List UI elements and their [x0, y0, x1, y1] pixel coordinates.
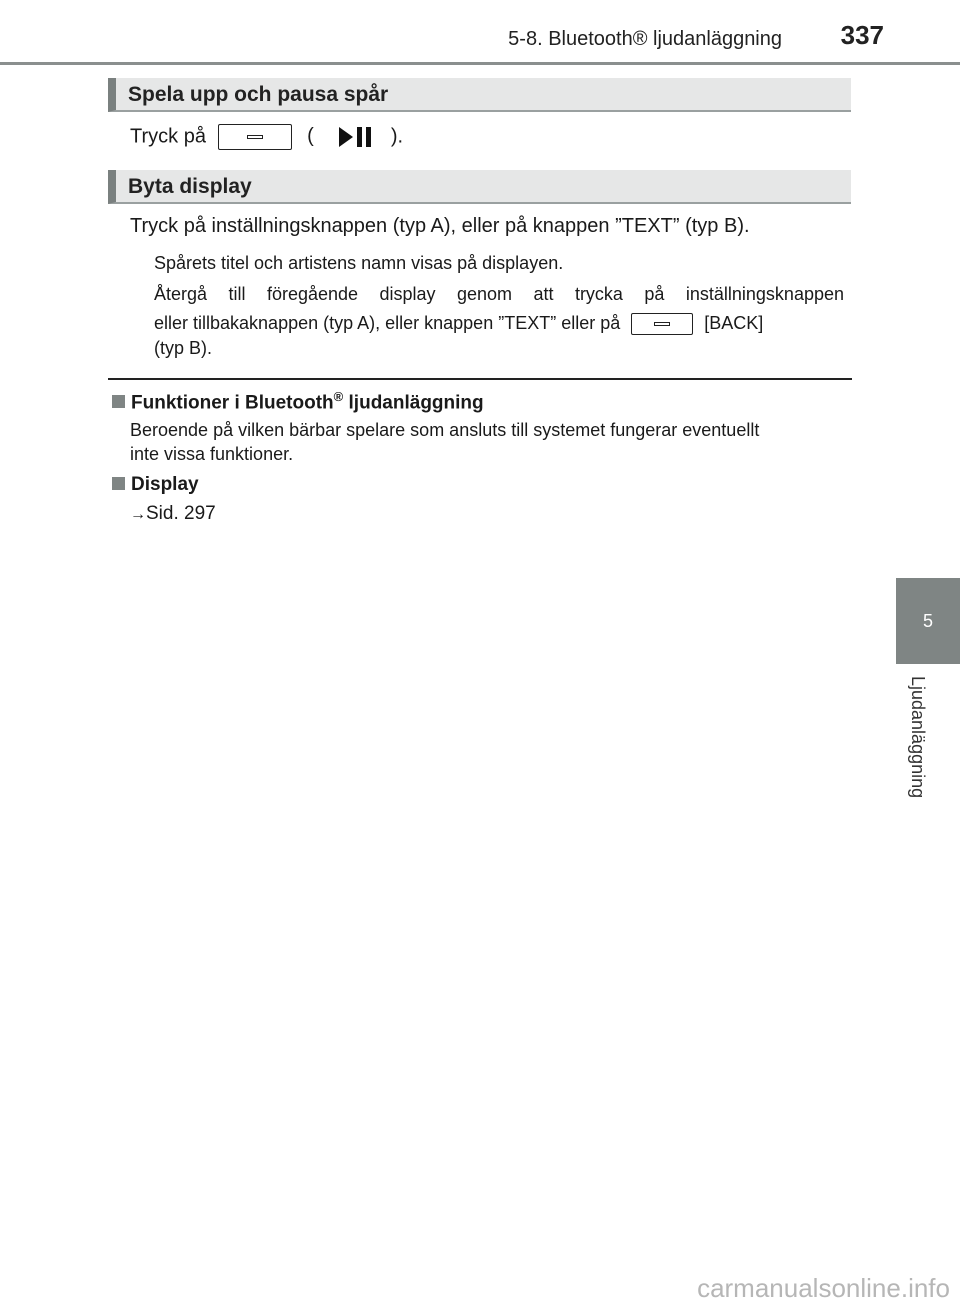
chapter-number: 5: [922, 610, 933, 631]
play-pause-instruction: [130, 124, 403, 150]
page-number: 337: [840, 20, 884, 50]
registered-mark: ®: [333, 389, 344, 404]
chapter-tab[interactable]: [896, 578, 960, 664]
display-note-2-line3: (typ B).: [154, 338, 213, 358]
info-text-line1: Beroende på vilken bärbar spelare som ansluts till systemet fungerar eventuellt: [130, 420, 760, 440]
play-pause-icon: [335, 124, 375, 150]
heading-text-b: ljudanläggning: [343, 392, 484, 414]
info-text-line2: inte vissa funktioner.: [130, 444, 294, 464]
change-display-instruction: Tryck på inställningsknappen (typ A), eller på knappen ”TEXT” (typ B).: [130, 215, 750, 237]
square-bullet-icon: [112, 477, 125, 490]
section-title: 5-8. Bluetooth® ljudanläggning: [508, 28, 782, 50]
section-heading-play-pause: Spela upp och pausa spår: [108, 78, 851, 112]
heading-text: Funktioner i Bluetooth: [131, 392, 334, 414]
reference-text: Sid. 297: [146, 503, 216, 524]
info-heading-display: [112, 474, 199, 496]
watermark: carmanualsonline.info: [697, 1273, 950, 1303]
instruction-text: Tryck på: [130, 125, 206, 148]
heading-text: Display: [131, 474, 199, 495]
page-reference[interactable]: [130, 503, 216, 525]
paren-close: ).: [390, 125, 404, 148]
divider: [108, 378, 852, 380]
note-text: eller tillbakaknappen (typ A), eller knappen ”TEXT” eller på: [154, 313, 621, 333]
display-note-2-line2: [154, 313, 763, 335]
section-heading-change-display: Byta display: [108, 170, 851, 204]
square-bullet-icon: [112, 395, 125, 408]
info-heading-functions: [112, 389, 484, 414]
arrow-right-icon: →: [130, 506, 146, 523]
page-header: [0, 0, 960, 65]
display-note-1: Spårets titel och artistens namn visas på displayen.: [154, 253, 564, 273]
display-note-2-line1: Återgå till föregående display genom att trycka på inställningsknappen: [154, 284, 844, 304]
chapter-label: Ljudanläggning: [908, 676, 928, 799]
button-key-icon: [218, 124, 292, 150]
button-key-icon: [631, 313, 693, 335]
back-label: [BACK]: [704, 313, 764, 333]
paren-open: (: [307, 125, 314, 148]
